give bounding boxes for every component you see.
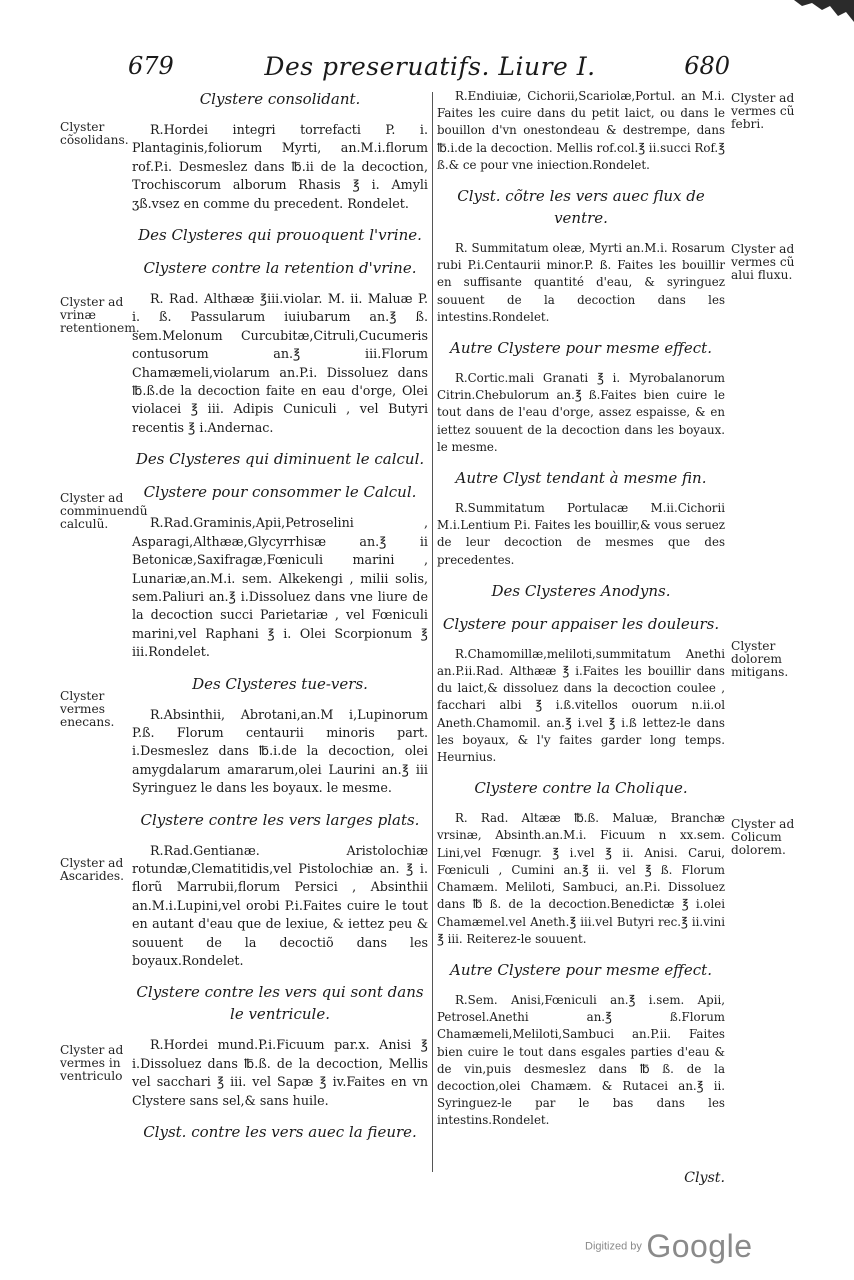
section-heading: Clystere pour appaiser les douleurs. xyxy=(442,614,720,633)
recipe-paragraph: R.Chamomillæ,meliloti,summitatum Anethi an.P.ii.Rad. Althææ ℥ i.Faites les bouillir dans du laict,& dissoluez dans la decoction coulee , facchari albi ℥ i.ß.vitellos ouorum n.ii.ol Aneth.Chamomil. an.℥ i.vel ℥ i.ß lettez-le dans les boyaux, & l'y faites garder long temps. Heurnius. xyxy=(437,646,725,765)
recipe-paragraph: R.Hordei integri torrefacti P. i. Plantaginis,foliorum Myrti, an.M.i.florum rof.P.i. Desmeslez dans ℔.ii de la decoction, Trochiscorum alborum Rhasis ℥ i. Amyli ʒß.vsez en comme du precedent. Rondelet. xyxy=(132,122,428,211)
margin-note: Clyster ad vermes cũ febri. xyxy=(731,91,795,131)
recipe-paragraph: R.Summitatum Portulacæ M.ii.Cichorii M.i.Lentium P.i. Faites les bouillir,& vous seruez de leur decoction de mesmes que des precedentes. xyxy=(437,501,725,567)
section-heading: Clyst. contre les vers auec la fieure. xyxy=(143,1123,417,1142)
right-text-column xyxy=(437,88,725,1141)
margin-note: Clyster ad vermes cũ alui fluxu. xyxy=(731,242,795,282)
recipe-paragraph: R. Rad. Altææ ℔.ß. Maluæ, Branchæ vrsinæ, Absinth.an.M.i. Ficuum n xx.sem. Lini,vel Fœnugr. ℥ i.vel ℥ ii. Anisi. Carui, Fœniculi , Cumini an.℥ ii. vel ℥ ß. Florum Chamæm. Meliloti, Sambuci, an.P.i. Dissoluez dans ℔ ß. de la decoction.Benedictæ ℥ i.olei Chamæmel.vel Aneth.℥ iii.vel Butyri rec.℥ ii.vini ℥ iii. Reiterez-le souuent. xyxy=(437,811,725,946)
catchword: Clyst. xyxy=(684,1170,725,1186)
section-heading: Clystere contre la retention d'vrine. xyxy=(143,259,417,278)
margin-note: Clyster ad vermes in ventriculo xyxy=(60,1043,124,1083)
left-page-number: 679 xyxy=(128,52,174,80)
recipe-paragraph: R. Rad. Althææ ℥iii.violar. M. ii. Maluæ P. i. ß. Passularum iuiubarum an.℥ ß. sem.Melonum Curcubitæ,Citruli,Cucumeris contusorum an.℥ iii.Florum Chamæmeli,violarum an.P.i. Dissoluez dans ℔.ß.de la decoction faite en eau d'orge, Olei violacei ℥ iii. Adipis Cuniculi , vel Butyri recentis ℥ i.Andernac. xyxy=(132,291,428,435)
section-heading: Des Clysteres qui prouoquent l'vrine. xyxy=(138,226,422,245)
section-heading: Autre Clyst tendant à mesme fin. xyxy=(455,469,707,488)
section-heading: Des Clysteres tue-vers. xyxy=(192,674,368,693)
margin-note: Clyster cõsolidans. xyxy=(60,120,129,147)
recipe-paragraph: R.Sem. Anisi,Fœniculi an.℥ i.sem. Apii, Petrosel.Anethi an.℥ ß.Florum Chamæmeli,Meliloti,Sambuci an.P.ii. Faites bien cuire le tout dans esgales parties d'eau & de vin,puis desmeslez dans ℔ ß. de la decoction,olei Chamæm. & Rutacei an.℥ ii. Syringuez-le par le bas dans les intestins.Rondelet. xyxy=(437,992,725,1128)
section-heading: Clystere contre la Cholique. xyxy=(474,779,688,798)
google-logo: Google xyxy=(646,1228,753,1264)
section-heading: Des Clysteres Anodyns. xyxy=(491,581,671,600)
torn-page-corner xyxy=(794,0,854,22)
section-heading: Autre Clystere pour mesme effect. xyxy=(450,960,712,979)
margin-note: Clyster ad vrinæ retentionem. xyxy=(60,295,140,335)
section-heading: Clystere contre les vers larges plats. xyxy=(140,810,420,829)
right-page-number: 680 xyxy=(684,52,730,80)
section-heading: Clystere pour consommer le Calcul. xyxy=(143,483,417,502)
margin-note: Clyster ad Colicum dolorem. xyxy=(731,817,795,857)
margin-note: Clyster vermes enecans. xyxy=(60,689,115,729)
running-title: Des preseruatifs. Liure I. xyxy=(264,52,596,81)
column-divider xyxy=(432,92,433,1172)
watermark-prefix: Digitized by xyxy=(585,1240,642,1253)
recipe-paragraph: R.Hordei mund.P.i.Ficuum par.x. Anisi ℥ i.Dissoluez dans ℔.ß. de la decoction, Mellis vel sacchari ℥ iii. vel Sapæ ℥ iv.Faites en vn Clystere sans sel,& sans huile. xyxy=(132,1037,428,1108)
margin-note: Clyster dolorem mitigans. xyxy=(731,639,789,679)
margin-note: Clyster ad Ascarides. xyxy=(60,856,125,883)
margin-note: Clyster ad comminuendũ calculũ. xyxy=(60,491,148,531)
recipe-paragraph: R. Summitatum oleæ, Myrti an.M.i. Rosarum rubi P.i.Centaurii minor.P. ß. Faites les bouillir en suffisante quantité d'eau, & syringuez souuent de la decoction dans les intestins.Rondelet. xyxy=(437,241,725,324)
catchword-area xyxy=(437,1168,725,1188)
running-head xyxy=(110,52,750,86)
recipe-paragraph: R.Rad.Graminis,Apii,Petroselini , Asparagi,Althææ,Glycyrrhisæ an.℥ ii Betonicæ,Saxifragæ,Fœniculi marini , Lunariæ,an.M.i. sem. Alkekengi , milii solis, sem.Paliuri an.℥ i.Dissoluez dans vne liure de la decoction succi Parietariæ , vel Fœniculi marini,vel Raphani ℥ i. Olei Scorpionum ℥ iii.Rondelet. xyxy=(132,515,428,660)
section-heading: Clystere consolidant. xyxy=(199,90,361,108)
recipe-paragraph: R.Endiuiæ, Cichorii,Scariolæ,Portul. an M.i. Faites les cuire dans du petit laict, ou dans le bouillon d'vn onestondeau & destrempe, dans ℔.i.de la decoction. Mellis rof.col.℥ ii.succi Rof.℥ ß.& ce pour vne iniection.Rondelet. xyxy=(437,89,725,172)
left-text-column xyxy=(132,88,428,1154)
recipe-paragraph: R.Cortic.mali Granati ℥ i. Myrobalanorum Citrin.Chebulorum an.℥ ß.Faites bien cuire le tout dans de l'eau d'orge, assez espaisse, & en iettez souuent de la decoction dans les boyaux. le mesme. xyxy=(437,371,725,454)
section-heading: Clyst. cõtre les vers auec flux de ventre. xyxy=(457,187,705,228)
recipe-paragraph: R.Rad.Gentianæ. Aristolochiæ rotundæ,Clematitidis,vel Pistolochiæ an. ℥ i. florũ Marrubii,florum Persici , Absinthii an.M.i.Lupini,vel orobi P.i.Faites cuire le tout en autant d'eau que de lexiue, & iettez peu & souuent de la decoctiõ dans les boyaux.Rondelet. xyxy=(132,842,428,968)
recipe-paragraph: R.Absinthii, Abrotani,an.M i,Lupinorum P.ß. Florum centaurii minoris part. i.Desmeslez dans ℔.i.de la decoction, olei amygdalarum amararum,olei Laurini an.℥ iii Syringuez le dans les boyaux. le mesme. xyxy=(132,706,428,796)
digitized-by-google-watermark xyxy=(585,1228,753,1265)
section-heading: Autre Clystere pour mesme effect. xyxy=(450,339,712,358)
section-heading: Des Clysteres qui diminuent le calcul. xyxy=(135,450,425,469)
section-heading: Clystere contre les vers qui sont dans le ventricule. xyxy=(136,983,424,1024)
